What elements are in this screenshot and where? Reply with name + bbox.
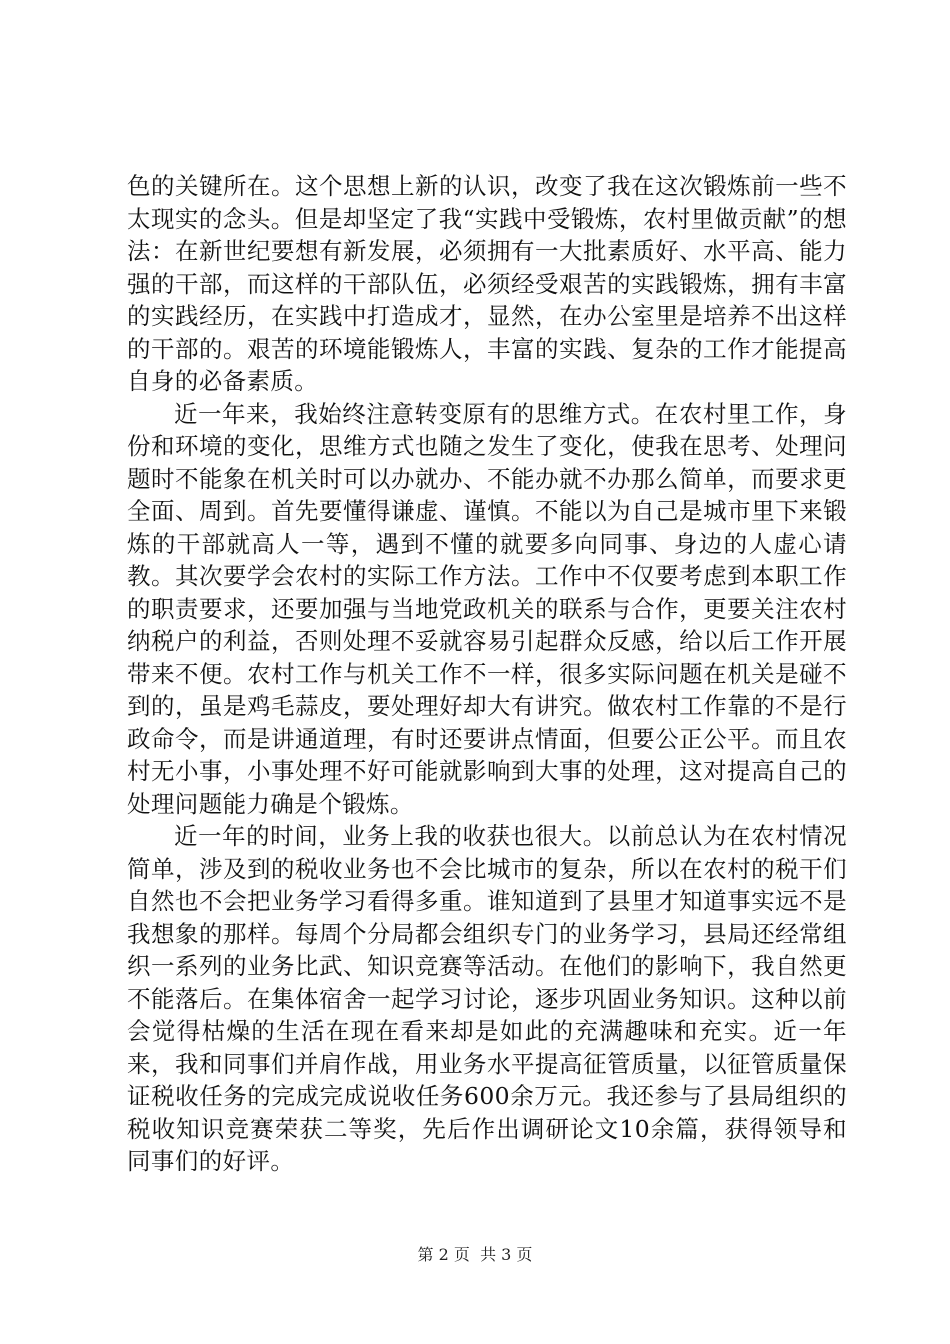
paragraph-3: 近一年的时间，业务上我的收获也很大。以前总认为在农村情况简单，涉及到的税收业务也不会比城市的复杂，所以在农村的税干们自然也不会把业务学习看得多重。谁知道到了县里才知道事实远不是我想象的那样。每周个分局都会组织专门的业务学习，县局还经常组织一系列的业务比武、知识竞赛等活动。在他们的影响下，我自然更不能落后。在集体宿舍一起学习讨论，逐步巩固业务知识。这种以前会觉得枯燥的生活在现在看来却是如此的充满趣味和充实。近一年来，我和同事们并肩作战，用业务水平提高征管质量，以征管质量保证税收任务的完成完成说收任务600余万元。我还参与了县局组织的税收知识竞赛荣获二等奖，先后作出调研论文10余篇，获得领导和同事们的好评。: [127, 822, 847, 1175]
paragraph-2: 近一年来，我始终注意转变原有的思维方式。在农村里工作，身份和环境的变化，思维方式也随之发生了变化，使我在思考、处理问题时不能象在机关时可以办就办、不能办就不办那么简单，而要求更全面、周到。首先要懂得谦虚、谨慎。不能以为自己是城市里下来锻炼的干部就高人一等，遇到不懂的就要多向同事、身边的人虚心请教。其次要学会农村的实际工作方法。工作中不仅要考虑到本职工作的职责要求，还要加强与当地党政机关的联系与合作，更要关注农村纳税户的利益，否则处理不妥就容易引起群众反感，给以后工作开展带来不便。农村工作与机关工作不一样，很多实际问题在机关是碰不到的，虽是鸡毛蒜皮，要处理好却大有讲究。做农村工作靠的不是行政命令，而是讲通道理，有时还要讲点情面，但要公正公平。而且农村无小事，小事处理不好可能就影响到大事的处理，这对提高自己的处理问题能力确是个锻炼。: [127, 399, 847, 818]
paragraph-1: 色的关键所在。这个思想上新的认识，改变了我在这次锻炼前一些不太现实的念头。但是却坚定了我“实践中受锻炼，农村里做贡献”的想法：在新世纪要想有新发展，必须拥有一大批素质好、水平高、能力强的干部，而这样的干部队伍，必须经受艰苦的实践锻炼，拥有丰富的实践经历，在实践中打造成才，显然，在办公室里是培养不出这样的干部的。艰苦的环境能锻炼人，丰富的实践、复杂的工作才能提高自身的必备素质。: [127, 172, 847, 395]
page-footer: 第 2 页 共 3 页: [417, 1245, 533, 1264]
document-body: [127, 170, 847, 1178]
